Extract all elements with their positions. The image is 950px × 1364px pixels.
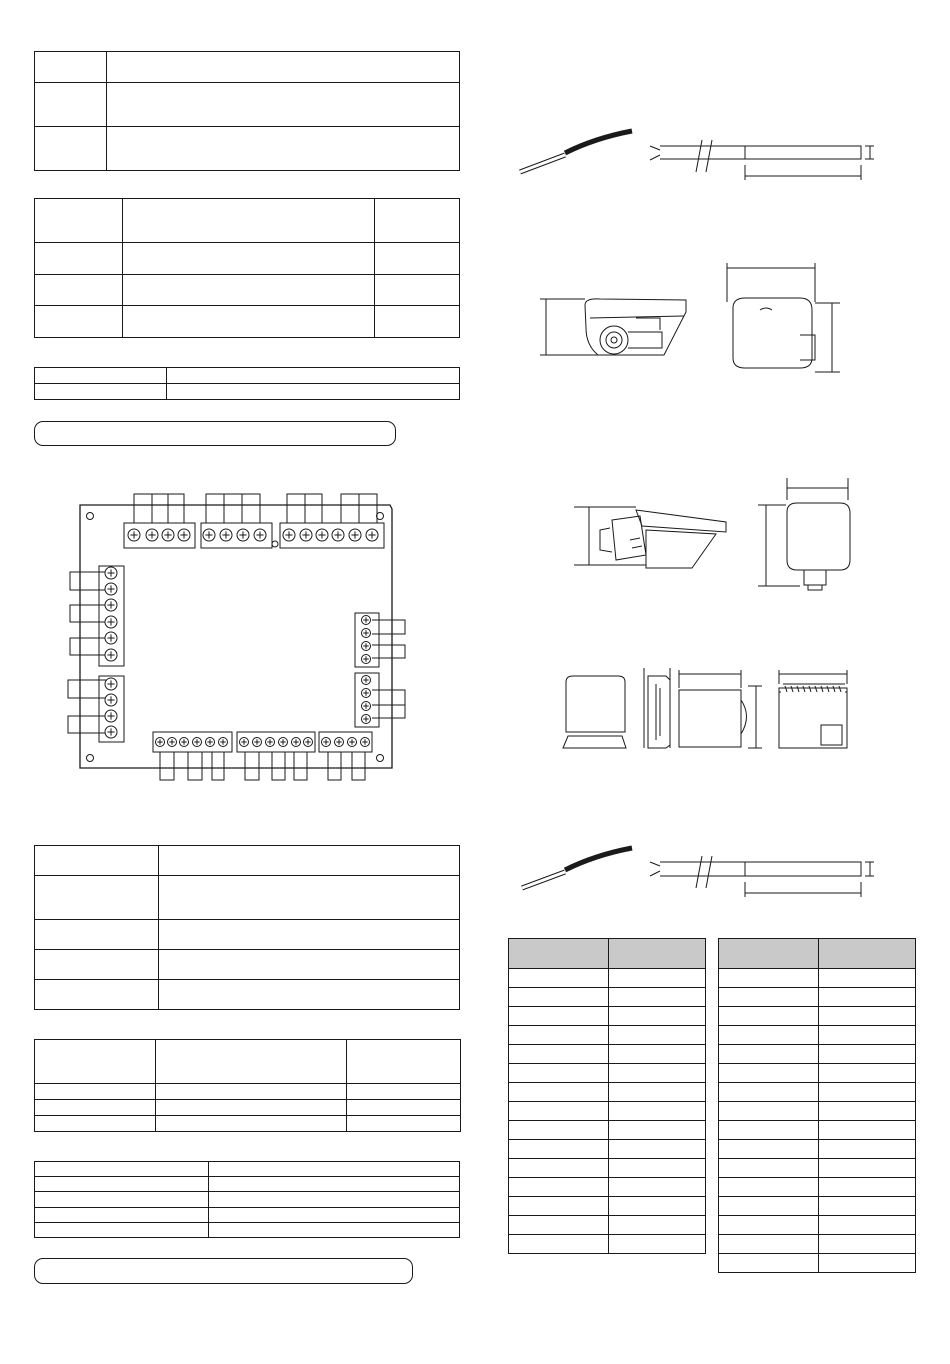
table-cell — [609, 1235, 706, 1254]
table-row — [719, 1102, 916, 1121]
table-cell — [819, 1045, 916, 1064]
table-cell — [509, 1026, 609, 1045]
table-cell — [609, 969, 706, 988]
table-cell — [509, 1083, 609, 1102]
room-sensor — [563, 668, 847, 748]
table-cell — [719, 1026, 819, 1045]
table-cell — [509, 1102, 609, 1121]
table-row — [719, 988, 916, 1007]
cable-probe-sensor-2 — [522, 848, 874, 897]
table-row — [719, 1197, 916, 1216]
table-cell — [509, 1197, 609, 1216]
table-cell — [719, 1178, 819, 1197]
table-cell — [609, 1178, 706, 1197]
table-cell — [819, 1102, 916, 1121]
table-row — [509, 1083, 706, 1102]
table-cell — [609, 1216, 706, 1235]
table-cell — [719, 1007, 819, 1026]
table-cell — [819, 1064, 916, 1083]
table-row — [719, 1216, 916, 1235]
table-cell — [819, 1216, 916, 1235]
table-cell — [609, 1083, 706, 1102]
table-header-cell — [819, 939, 916, 969]
table-row — [509, 1197, 706, 1216]
table-cell — [719, 969, 819, 988]
table-header-cell — [609, 939, 706, 969]
table-cell — [509, 969, 609, 988]
table-cell — [719, 1159, 819, 1178]
table-row — [509, 1026, 706, 1045]
table-row — [509, 1121, 706, 1140]
table-cell — [509, 1045, 609, 1064]
table-cell — [719, 1140, 819, 1159]
table-cell — [609, 1121, 706, 1140]
table-cell — [819, 1083, 916, 1102]
table-row — [509, 1216, 706, 1235]
table-cell — [609, 1159, 706, 1178]
table-cell — [719, 1254, 819, 1273]
table-row — [509, 1140, 706, 1159]
table-cell — [719, 1045, 819, 1064]
table-cell — [719, 1197, 819, 1216]
table-row — [509, 1064, 706, 1083]
table-cell — [819, 1140, 916, 1159]
table-cell — [819, 1235, 916, 1254]
table-cell — [819, 1254, 916, 1273]
table-row — [509, 988, 706, 1007]
resistance-table-right — [718, 938, 916, 1273]
table-row — [719, 1045, 916, 1064]
table-cell — [819, 1121, 916, 1140]
table-cell — [609, 1045, 706, 1064]
table-cell — [719, 1121, 819, 1140]
table-cell — [509, 1159, 609, 1178]
table-row — [719, 1254, 916, 1273]
table-row — [509, 1007, 706, 1026]
table-row — [719, 1121, 916, 1140]
table-cell — [719, 1083, 819, 1102]
table-row — [719, 1140, 916, 1159]
table-cell — [609, 1026, 706, 1045]
table-row — [719, 1007, 916, 1026]
table-cell — [509, 1140, 609, 1159]
table-cell — [609, 1102, 706, 1121]
table-cell — [609, 1064, 706, 1083]
table-cell — [719, 1102, 819, 1121]
table-row — [719, 1178, 916, 1197]
duct-mount-sensor — [574, 478, 850, 590]
table-row — [509, 1102, 706, 1121]
table-row — [719, 1026, 916, 1045]
table-cell — [719, 1216, 819, 1235]
table-cell — [819, 1026, 916, 1045]
table-cell — [609, 1007, 706, 1026]
table-cell — [509, 1064, 609, 1083]
table-cell — [509, 1235, 609, 1254]
table-cell — [819, 988, 916, 1007]
table-row — [719, 1064, 916, 1083]
table-row — [719, 1159, 916, 1178]
table-cell — [509, 1216, 609, 1235]
table-row — [509, 969, 706, 988]
table-cell — [719, 1235, 819, 1254]
table-row — [509, 1159, 706, 1178]
table-cell — [719, 988, 819, 1007]
table-cell — [509, 1007, 609, 1026]
table-cell — [819, 969, 916, 988]
table-cell — [609, 1140, 706, 1159]
table-cell — [819, 1197, 916, 1216]
table-cell — [609, 1197, 706, 1216]
table-cell — [819, 1178, 916, 1197]
table-cell — [819, 1007, 916, 1026]
table-row — [719, 969, 916, 988]
table-cell — [719, 1064, 819, 1083]
table-row — [719, 1235, 916, 1254]
table-cell — [509, 1121, 609, 1140]
table-cell — [609, 988, 706, 1007]
table-row — [719, 1083, 916, 1102]
table-cell — [509, 1178, 609, 1197]
table-cell — [509, 988, 609, 1007]
table-row — [509, 1235, 706, 1254]
table-cell — [819, 1159, 916, 1178]
table-header-cell — [719, 939, 819, 969]
wall-mount-sensor — [540, 263, 840, 372]
cable-probe-sensor — [520, 131, 874, 180]
table-row — [509, 1045, 706, 1064]
table-header-cell — [509, 939, 609, 969]
table-row — [509, 1178, 706, 1197]
resistance-table-left — [508, 938, 706, 1254]
